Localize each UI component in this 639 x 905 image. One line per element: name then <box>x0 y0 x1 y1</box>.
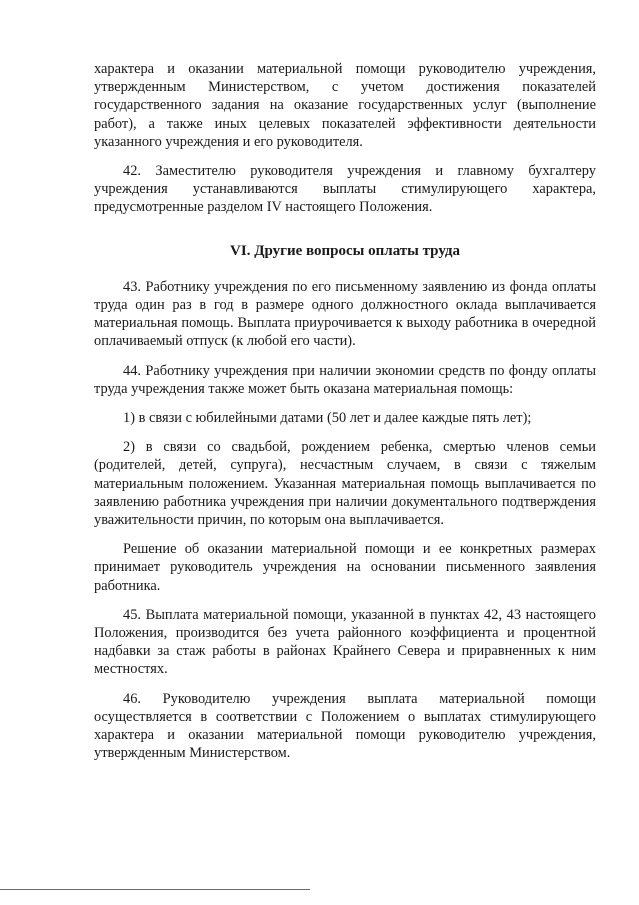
paragraph-43: 43. Работнику учреждения по его письменному заявлению из фонда оплаты труда один раз в год в размере одного должностного оклада выплачивается материальная помощь. Выплата приурочивается к выходу работника в очередной оплачиваемый отпуск (к любой его части). <box>94 278 596 350</box>
paragraph-46: 46. Руководителю учреждения выплата материальной помощи осуществляется в соответствии с Положением о выплатах стимулирующего характера и оказании материальной помощи руководителю учреждения, утвержденным Министерством. <box>94 690 596 762</box>
section-heading: VI. Другие вопросы оплаты труда <box>230 242 460 259</box>
paragraph-45: 45. Выплата материальной помощи, указанной в пунктах 42, 43 настоящего Положения, производится без учета районного коэффициента и процентной надбавки за стаж работы в районах Крайнего Севера и приравненных к ним местностях. <box>94 606 596 678</box>
scan-edge-line <box>0 889 310 890</box>
paragraph-44-item-1: 1) в связи с юбилейными датами (50 лет и далее каждые пять лет); <box>123 410 532 427</box>
paragraph-44-item-2: 2) в связи со свадьбой, рождением ребенка, смертью членов семьи (родителей, детей, супруга), несчастным случаем, в связи с тяжелым материальным положением. Указанная материальная помощь выплачивается по заявлению работника учреждения при наличии документального подтверждения уважительности причин, по которым она выплачивается. <box>94 439 596 529</box>
paragraph-decision: Решение об оказании материальной помощи и ее конкретных размерах принимает руководитель учреждения на основании письменного заявления работника. <box>94 541 596 594</box>
paragraph-42: 42. Заместителю руководителя учреждения и главному бухгалтеру учреждения устанавливаются выплаты стимулирующего характера, предусмотренные разделом IV настоящего Положения. <box>94 163 596 216</box>
document-body <box>94 60 596 774</box>
paragraph-continuation: характера и оказании материальной помощи руководителю учреждения, утвержденным Министерством, с учетом достижения показателей государственного задания на оказание государственных услуг (выполнение работ), а также иных целевых показателей эффективности деятельности указанного учреждения и его руководителя. <box>94 61 596 150</box>
paragraph-44: 44. Работнику учреждения при наличии экономии средств по фонду оплаты труда учреждения также может быть оказана материальная помощь: <box>94 362 596 397</box>
